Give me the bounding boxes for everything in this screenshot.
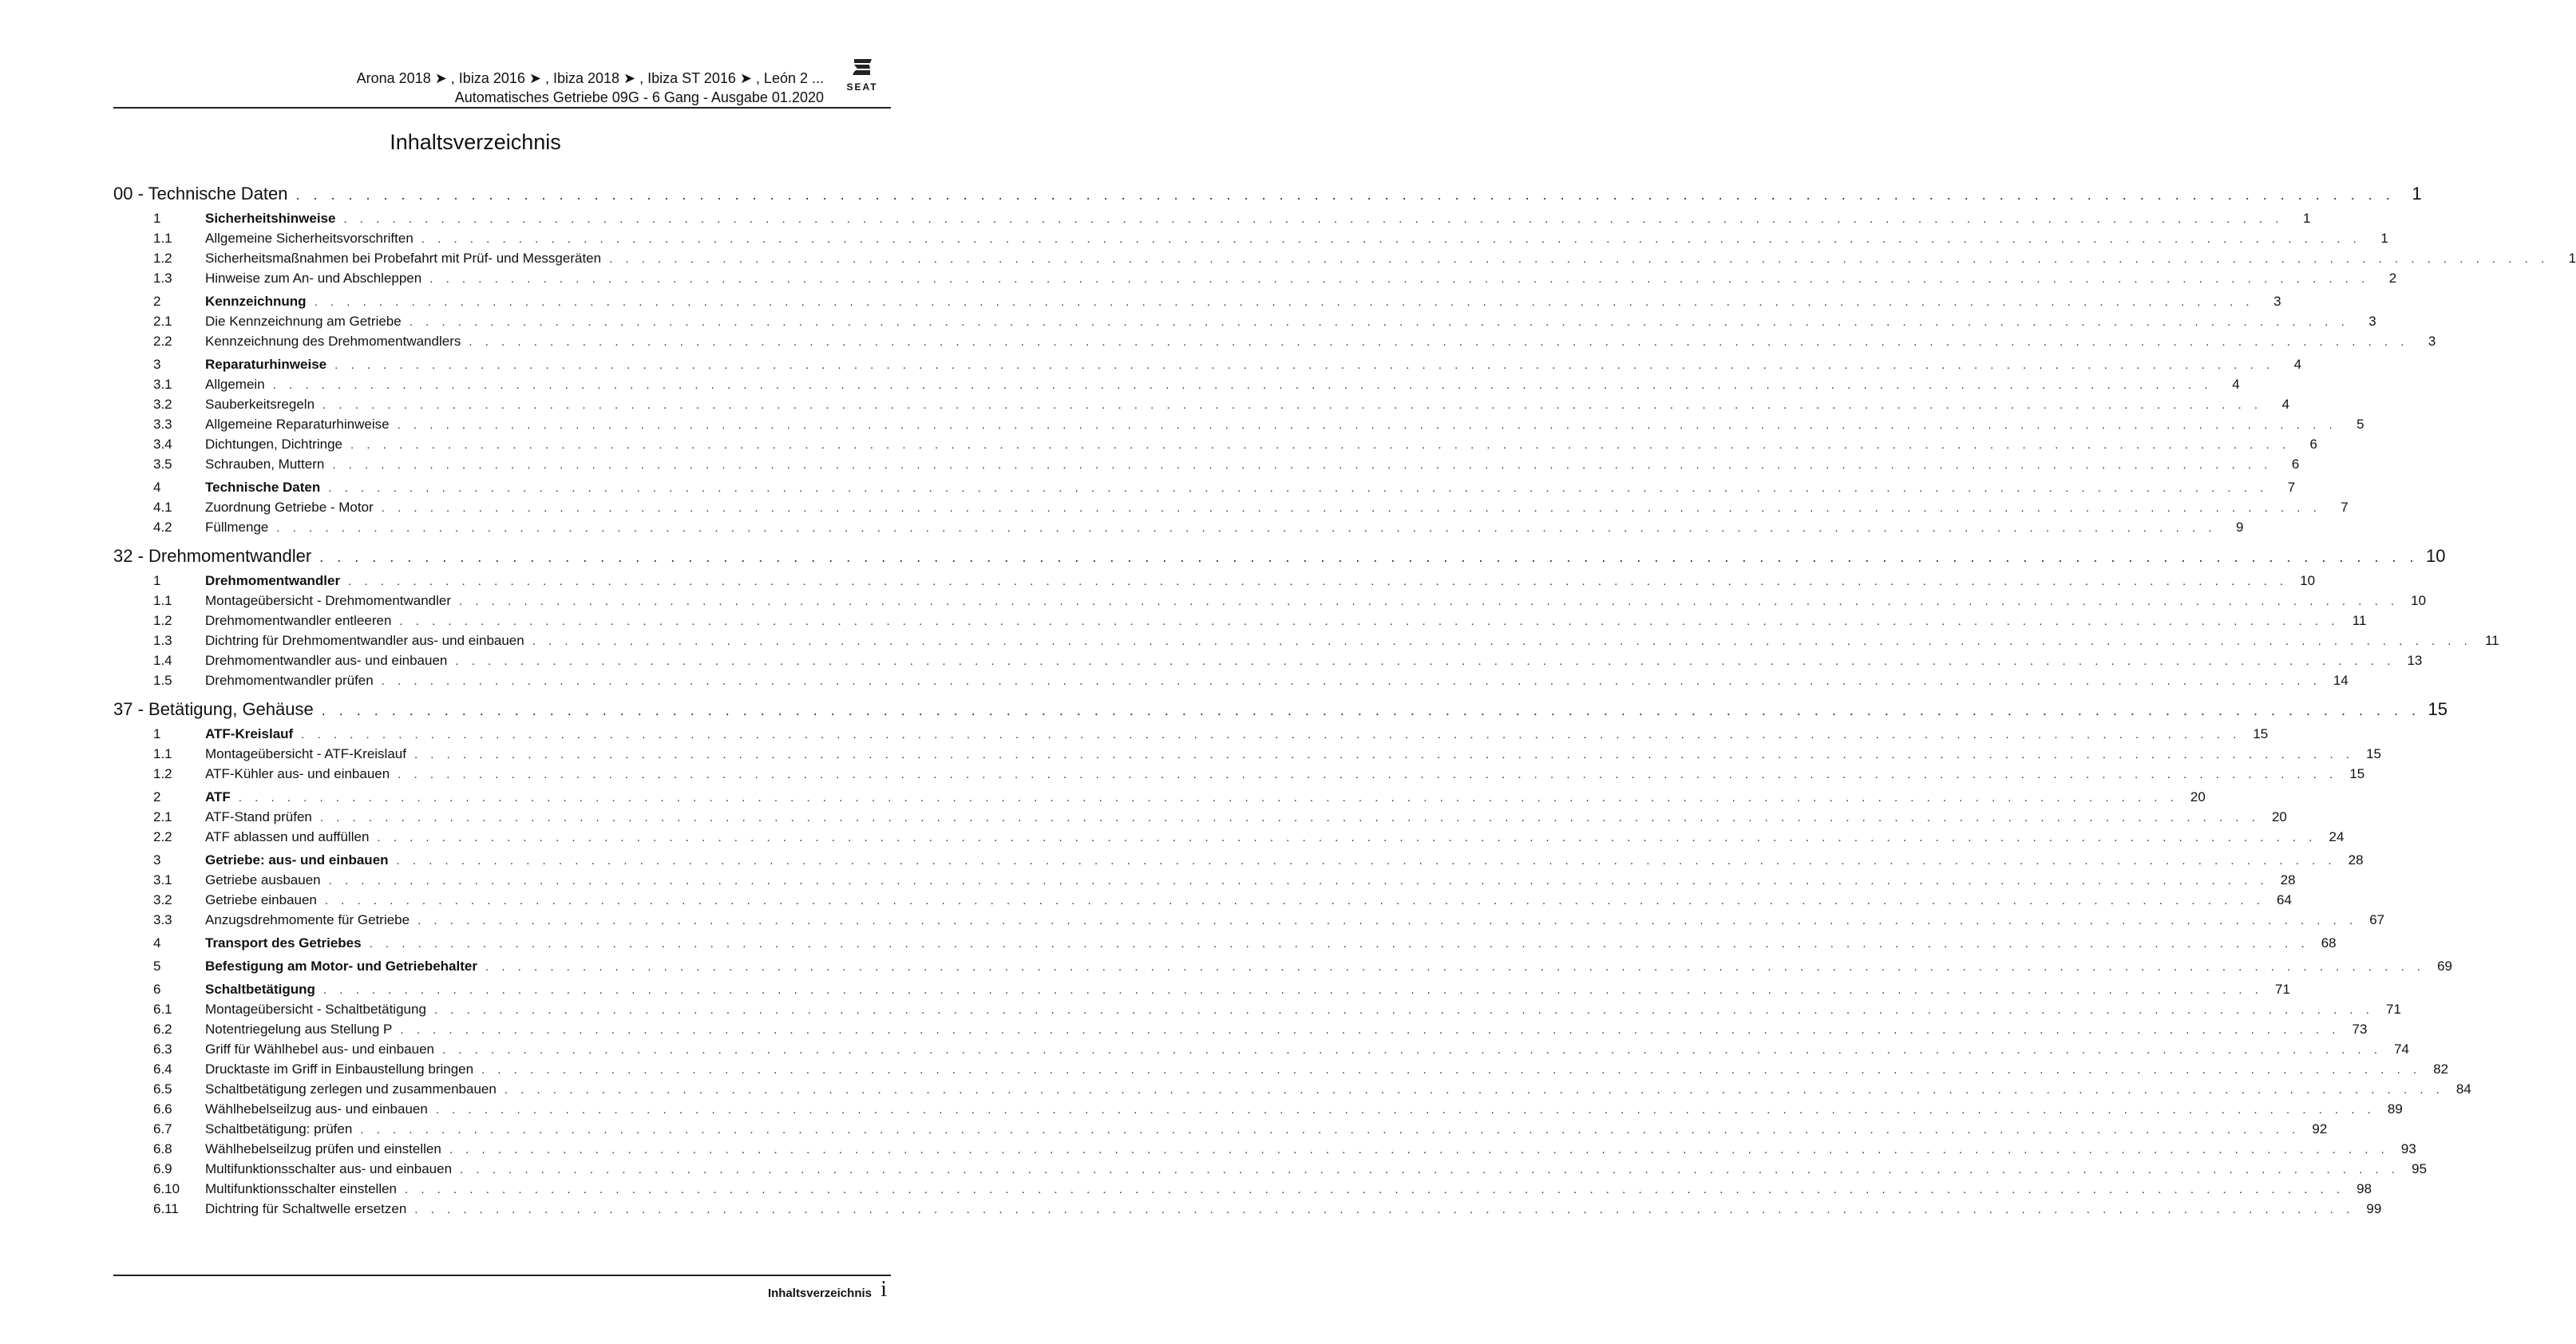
- toc-page-number: 15: [2366, 746, 2381, 761]
- toc-section[interactable]: [113, 982, 2290, 1002]
- toc-subsection[interactable]: [113, 314, 2376, 334]
- toc-subsection[interactable]: [113, 1061, 2449, 1081]
- footer-page-number: i: [880, 1277, 887, 1302]
- toc-leader: . . . . . . . . . . . . . . . . . . . . . . . . . . . . . . . . . . . . . . . . . . . . . . . . . . . . . . . . . . . . . . . . . . . . . . . . . . . . . . . . . . . . . . . . . . . . . . . . . . . . . . . . . . . . . . . . . . . . . . . .: [398, 768, 2338, 781]
- toc-subsection[interactable]: [113, 231, 2388, 251]
- toc-page-number: 73: [2352, 1022, 2368, 1037]
- toc-number: 6.6: [153, 1101, 172, 1117]
- toc-page-number: 68: [2321, 935, 2337, 951]
- toc-number: 1.1: [153, 746, 172, 761]
- toc-page-number: 3: [2368, 314, 2376, 329]
- toc-title: Sauberkeitsregeln: [205, 397, 315, 412]
- toc-leader: . . . . . . . . . . . . . . . . . . . . . . . . . . . . . . . . . . . . . . . . . . . . . . . . . . . . . . . . . . . . . . . . . . . . . . . . . . . . . . . . . . . . . . . . . . . . . . . . . . . . . . . . . . . . . . . . . . . . . . . .: [238, 791, 2178, 804]
- toc-subsection[interactable]: [113, 271, 2397, 291]
- toc-title: ATF ablassen und auffüllen: [205, 829, 370, 844]
- toc-chapter[interactable]: [113, 699, 2447, 723]
- toc-number: 6.4: [153, 1061, 172, 1077]
- toc-title: Zuordnung Getriebe - Motor: [205, 500, 374, 515]
- toc-page-number: 93: [2400, 1141, 2416, 1156]
- toc-section[interactable]: [113, 573, 2316, 593]
- toc-page-number: 11: [2485, 633, 2499, 648]
- toc-number: 5: [153, 959, 161, 974]
- toc-section[interactable]: [113, 357, 2302, 377]
- toc-page-number: 98: [2356, 1181, 2372, 1196]
- toc-number: 1: [153, 573, 161, 588]
- toc-page-number: 89: [2387, 1101, 2403, 1117]
- toc-leader: . . . . . . . . . . . . . . . . . . . . . . . . . . . . . . . . . . . . . . . . . . . . . . . . . . . . . . . . . . . . . . . . . . . . . . . . . . . . . . . . . . . . . . . . . . . . . . . . . . . . . . . . . . . . . . . . . . . . . . . .: [377, 831, 2317, 844]
- toc-page-number: 67: [2369, 912, 2385, 927]
- toc-title: Sicherheitshinweise: [205, 211, 336, 226]
- toc-title: Technische Daten: [205, 480, 321, 495]
- toc-page-number: 20: [2271, 809, 2287, 824]
- toc-page-number: 28: [2348, 852, 2364, 868]
- toc-title: Montageübersicht - Schaltbetätigung: [205, 1002, 426, 1017]
- toc-page-number: 64: [2277, 892, 2292, 907]
- toc-subsection[interactable]: [113, 251, 2576, 271]
- toc-leader: . . . . . . . . . . . . . . . . . . . . . . . . . . . . . . . . . . . . . . . . . . . . . . . . . . . . . . . . . . . . . . . . . . . . . . . . . . . . . . . . . . . . . . . . . . . . . . . . . . . . . . . . . . . . . . . . . . . . . . . .: [504, 1083, 2444, 1097]
- toc-title: Wählhebelseilzug prüfen und einstellen: [205, 1141, 441, 1156]
- toc-number: 1.4: [153, 653, 172, 668]
- toc-number: 3.2: [153, 397, 172, 412]
- toc-page-number: 10: [2300, 573, 2316, 588]
- toc-number: 6.9: [153, 1161, 172, 1176]
- toc-title: Dichtring für Drehmomentwandler aus- und einbauen: [205, 633, 524, 648]
- toc-title: Befestigung am Motor- und Getriebehalter: [205, 959, 477, 974]
- toc-leader: . . . . . . . . . . . . . . . . . . . . . . . . . . . . . . . . . . . . . . . . . . . . . . . . . . . . . . . . . . . . . . . . . . . . . . . . . . . . . . . . . . . . . . . . . . . . . . . . . . . . . . . . . . . . . . . . . . . . . . . .: [460, 1163, 2400, 1176]
- toc-leader: . . . . . . . . . . . . . . . . . . . . . . . . . . . . . . . . . . . . . . . . . . . . . . . . . . . . . . . . . . . . . . . . . . . . . . . . . . . . . . . . . . . . . . . . . . . . . . . . . . . . . . . . . . . . . . . . . . . . . . . .: [322, 398, 2263, 412]
- toc-title: Die Kennzeichnung am Getriebe: [205, 314, 402, 329]
- toc-title: Allgemein: [205, 377, 265, 392]
- toc-title: Montageübersicht - Drehmomentwandler: [205, 593, 452, 608]
- toc-subsection[interactable]: [113, 1121, 2328, 1141]
- toc-page-number: 82: [2433, 1061, 2449, 1077]
- toc-number: 3.3: [153, 912, 172, 927]
- toc-leader: . . . . . . . . . . . . . . . . . . . . . . . . . . . . . . . . . . . . . . . . . . . . . . . . . . . . . . . . . . . . . . . . . . . . . . . . . . . . . . . . . . . . . . . . . . . . . . . . . . . . . . . . . . . . . . . . . . . . . . . .: [414, 748, 2354, 761]
- toc-number: 6.7: [153, 1121, 172, 1136]
- toc-page-number: 71: [2275, 982, 2290, 997]
- toc-title: ATF-Kühler aus- und einbauen: [205, 766, 390, 781]
- toc-page-number: 20: [2190, 789, 2206, 804]
- toc-title: Reparaturhinweise: [205, 357, 327, 372]
- toc-leader: . . . . . . . . . . . . . . . . . . . . . . . . . . . . . . . . . . . . . . . . . . . . . . . . . . . . . . . . . . . . . . . . . . . . . . . . . . . . . . . . . . . . . . . . . . . . . . . . . . . . . . . . . . . . . . . . . . . . . . . .: [481, 1063, 2422, 1077]
- toc-subsection[interactable]: [113, 829, 2345, 849]
- toc-leader: . . . . . . . . . . . . . . . . . . . . . . . . . . . . . . . . . . . . . . . . . . . . . . . . . . . . . . . . . . . . . . . . . . . . . . . . . . . . . . . . . . . . . . . . . . . . . . . . . . . . . . . . . . . . . . . . . . . . . . . .: [397, 418, 2337, 432]
- toc-number: 2.1: [153, 809, 172, 824]
- toc-leader: . . . . . . . . . . . . . . . . . . . . . . . . . . . . . . . . . . . . . . . . . . . . . . . . . . . . . . . . . . . . . . . . . . . . . . . . . . . . . . . . . . . . . . . . . . . . . . . . . . . . . . . . . . . . . . . . . . . . . . . .: [334, 358, 2275, 372]
- toc-number: 3.3: [153, 417, 172, 432]
- toc-subsection[interactable]: [113, 593, 2427, 613]
- toc-page-number: 1: [2412, 184, 2422, 204]
- toc-leader: . . . . . . . . . . . . . . . . . . . . . . . . . . . . . . . . . . . . . . . . . . . . . . . . . . . . . . . . . . . . . . . . . . . . . . . . . . . . . . . . . . . . . . . . . . . . . . . . . . . . . . . . . . . . . . . . . . . . . . . .: [449, 1143, 2389, 1156]
- toc-leader: . . . . . . . . . . . . . . . . . . . . . . . . . . . . . . . . . . . . . . . . . . . . . . . . . . . . . . . . . . . . . . . . . . . . . . . . . . . . . . . . . . . . . . . . . . . . . . . . . . . . . . . . . . . . . . . . . . . . . . . .: [314, 295, 2254, 309]
- toc-subsection[interactable]: [113, 633, 2499, 653]
- toc-title: Transport des Getriebes: [205, 935, 362, 951]
- toc-number: 1: [153, 726, 161, 741]
- toc-number: 2.2: [153, 829, 172, 844]
- toc-page-number: 3: [2428, 334, 2436, 349]
- toc-page-number: 2: [2388, 271, 2397, 286]
- toc-page-number: 7: [2287, 480, 2296, 495]
- toc-subsection[interactable]: [113, 397, 2290, 417]
- toc-title: Dichtungen, Dichtringe: [205, 437, 342, 452]
- toc-leader: . . . . . . . . . . . . . . . . . . . . . . . . . . . . . . . . . . . . . . . . . . . . . . . . . . . . . . . . . . . . . . . . . . . . . . . . . . . . . . . . . . . . . . . . . . . . . . . . . . . . . . . . . . . . . . . . . . . . . . . .: [360, 1123, 2301, 1136]
- toc-leader: . . . . . . . . . . . . . . . . . . . . . . . . . . . . . . . . . . . . . . . . . . . . . . . . . . . . . . . . . . . . . . . . . . . . . . . . . . . . . . . . . . . . . . . . . . . . . . . . . . . . . . . . . . . . . . . . . . . . . . . .: [414, 1203, 2355, 1216]
- toc-number: 1.3: [153, 271, 172, 286]
- toc-number: 1.2: [153, 251, 172, 266]
- toc-page-number: 10: [2411, 593, 2427, 608]
- toc-leader: . . . . . . . . . . . . . . . . . . . . . . . . . . . . . . . . . . . . . . . . . . . . . . . . . . . . . . . . . . . . . . . . . . . . . . . . . . . . . . . . . . . . . . . . . . . . . . . . . . . . . . . . . . . . . . . . . . . . . . . .: [421, 232, 2361, 246]
- toc-title: Getriebe: aus- und einbauen: [205, 852, 389, 868]
- toc-leader: . . . . . . . . . . . . . . . . . . . . . . . . . . . . . . . . . . . . . . . . . . . . . . . . . . . . . . . . . . . . . . . . . . . . . . . . . . . . . . . . . . . . . . . . . . . . . . . . . . . . . . . . . . . . . . . . . . . . . . . .: [469, 335, 2409, 349]
- toc-number: 4: [153, 935, 161, 951]
- toc-leader: . . . . . . . . . . . . . . . . . . . . . . . . . . . . . . . . . . . . . . . . . . . . . . . . . . . . . . . . . . . . . . . . . . . . . . . . . . . . . . . . . . . . . . . . . . . . . . . . . . . . . . . . . . . . . . . . . . . . . . . .: [328, 481, 2269, 495]
- toc-number: 6.1: [153, 1002, 172, 1017]
- toc-subsection[interactable]: [113, 613, 2367, 633]
- toc-number: 3.2: [153, 892, 172, 907]
- toc-subsection[interactable]: [113, 417, 2364, 437]
- toc-section[interactable]: [113, 789, 2206, 809]
- toc-number: 6.3: [153, 1042, 172, 1057]
- toc-page-number: 1: [2380, 231, 2388, 246]
- toc-title: Getriebe ausbauen: [205, 872, 321, 887]
- footer-divider: [113, 1275, 891, 1276]
- toc-title: Dichtring für Schaltwelle ersetzen: [205, 1201, 407, 1216]
- toc-page-number: 1: [2568, 251, 2576, 266]
- toc-page-number: 4: [2232, 377, 2240, 392]
- toc-leader: . . . . . . . . . . . . . . . . . . . . . . . . . . . . . . . . . . . . . . . . . . . . . . . . . . . . . . . . . . . . . . . . . . . . . . . . . . . . . . . . . . . . . . . . . . . . . . . . . . . . . . . . . . . . . . . . . . . . . . . .: [350, 438, 2291, 452]
- page-title: Inhaltsverzeichnis: [390, 130, 561, 154]
- toc-page-number: 6: [2309, 437, 2318, 452]
- footer-label: Inhaltsverzeichnis: [767, 1287, 872, 1300]
- toc-title: Drehmomentwandler: [205, 573, 341, 588]
- toc-number: 1.1: [153, 231, 172, 246]
- toc-subsection[interactable]: [113, 334, 2436, 354]
- toc-leader: . . . . . . . . . . . . . . . . . . . . . . . . . . . . . . . . . . . . . . . . . . . . . . . . . . . . . . . . . . . . . . . . . . . . . . . . . . . . . . . . . . . . . . . . . . . . . . . . . . . . . . . . . . . . . . . . . . . . . . . .: [381, 501, 2321, 515]
- toc-page-number: 69: [2437, 959, 2453, 974]
- toc-title: Sicherheitsmaßnahmen bei Probefahrt mit Prüf- und Messgeräten: [205, 251, 602, 266]
- toc-title: 37 - Betätigung, Gehäuse: [113, 699, 314, 719]
- toc-section[interactable]: [113, 935, 2337, 955]
- toc-section[interactable]: [113, 852, 2364, 872]
- toc-section[interactable]: [113, 294, 2281, 314]
- toc-title: Multifunktionsschalter einstellen: [205, 1181, 398, 1196]
- toc-page-number: 71: [2386, 1002, 2401, 1017]
- toc-subsection[interactable]: [113, 746, 2381, 766]
- toc-leader: . . . . . . . . . . . . . . . . . . . . . . . . . . . . . . . . . . . . . . . . . . . . . . . . . . . . . . . . . . . . . . . . . . . . . . . . . . . . . . . . . . . . . . . . . . . . . . . . . . . . . . . . . . . . . . . . . . . . . . . .: [321, 702, 2420, 718]
- toc-page-number: 1: [2303, 211, 2311, 226]
- toc-leader: . . . . . . . . . . . . . . . . . . . . . . . . . . . . . . . . . . . . . . . . . . . . . . . . . . . . . . . . . . . . . . . . . . . . . . . . . . . . . . . . . . . . . . . . . . . . . . . . . . . . . . . . . . . . . . . . . . . . . . . .: [301, 728, 2242, 741]
- toc-number: 6.2: [153, 1022, 172, 1037]
- toc-page-number: 4: [2281, 397, 2290, 412]
- toc-leader: . . . . . . . . . . . . . . . . . . . . . . . . . . . . . . . . . . . . . . . . . . . . . . . . . . . . . . . . . . . . . . . . . . . . . . . . . . . . . . . . . . . . . . . . . . . . . . . . . . . . . . . . . . . . . . . . . . . . . . . .: [399, 615, 2340, 628]
- toc-page-number: 24: [2329, 829, 2345, 844]
- toc-leader: . . . . . . . . . . . . . . . . . . . . . . . . . . . . . . . . . . . . . . . . . . . . . . . . . . . . . . . . . . . . . . . . . . . . . . . . . . . . . . . . . . . . . . . . . . . . . . . . . . . . . . . . . . . . . . . . . . . . . . . .: [369, 937, 2309, 951]
- toc-number: 4: [153, 480, 161, 495]
- toc-number: 6: [153, 982, 161, 997]
- toc-number: 1.1: [153, 593, 172, 608]
- toc-leader: . . . . . . . . . . . . . . . . . . . . . . . . . . . . . . . . . . . . . . . . . . . . . . . . . . . . . . . . . . . . . . . . . . . . . . . . . . . . . . . . . . . . . . . . . . . . . . . . . . . . . . . . . . . . . . . . . . . . . . . .: [332, 458, 2273, 472]
- toc-title: Kennzeichnung: [205, 294, 307, 309]
- toc-title: Montageübersicht - ATF-Kreislauf: [205, 746, 406, 761]
- toc-chapter[interactable]: [113, 184, 2422, 208]
- toc-leader: . . . . . . . . . . . . . . . . . . . . . . . . . . . . . . . . . . . . . . . . . . . . . . . . . . . . . . . . . . . . . . . . . . . . . . . . . . . . . . . . . . . . . . . . . . . . . . . . . . . . . . . . . . . . . . . . . . . . . . . .: [295, 187, 2395, 203]
- toc-leader: . . . . . . . . . . . . . . . . . . . . . . . . . . . . . . . . . . . . . . . . . . . . . . . . . . . . . . . . . . . . . . . . . . . . . . . . . . . . . . . . . . . . . . . . . . . . . . . . . . . . . . . . . . . . . . . . . . . . . . . .: [319, 811, 2260, 824]
- toc-title: 00 - Technische Daten: [113, 184, 288, 204]
- toc-number: 6.11: [153, 1201, 179, 1216]
- toc-leader: . . . . . . . . . . . . . . . . . . . . . . . . . . . . . . . . . . . . . . . . . . . . . . . . . . . . . . . . . . . . . . . . . . . . . . . . . . . . . . . . . . . . . . . . . . . . . . . . . . . . . . . . . . . . . . . . . . . . . . . .: [429, 272, 2370, 286]
- toc-page-number: 3: [2273, 294, 2281, 309]
- toc-number: 2: [153, 294, 161, 309]
- toc-subsection[interactable]: [113, 1141, 2416, 1161]
- toc-subsection[interactable]: [113, 1161, 2428, 1181]
- toc-page-number: 99: [2366, 1201, 2382, 1216]
- toc-subsection[interactable]: [113, 673, 2348, 693]
- toc-page-number: 9: [2235, 520, 2244, 535]
- toc-number: 1.2: [153, 766, 172, 781]
- toc-leader: . . . . . . . . . . . . . . . . . . . . . . . . . . . . . . . . . . . . . . . . . . . . . . . . . . . . . . . . . . . . . . . . . . . . . . . . . . . . . . . . . . . . . . . . . . . . . . . . . . . . . . . . . . . . . . . . . . . . . . . .: [319, 549, 2419, 565]
- toc-title: ATF-Kreislauf: [205, 726, 294, 741]
- toc-subsection[interactable]: [113, 520, 2244, 540]
- toc-number: 3: [153, 357, 161, 372]
- toc-page-number: 15: [2428, 699, 2447, 719]
- toc-leader: . . . . . . . . . . . . . . . . . . . . . . . . . . . . . . . . . . . . . . . . . . . . . . . . . . . . . . . . . . . . . . . . . . . . . . . . . . . . . . . . . . . . . . . . . . . . . . . . . . . . . . . . . . . . . . . . . . . . . . . .: [409, 315, 2349, 329]
- toc-leader: . . . . . . . . . . . . . . . . . . . . . . . . . . . . . . . . . . . . . . . . . . . . . . . . . . . . . . . . . . . . . . . . . . . . . . . . . . . . . . . . . . . . . . . . . . . . . . . . . . . . . . . . . . . . . . . . . . . . . . . .: [485, 960, 2426, 974]
- toc-title: Allgemeine Reparaturhinweise: [205, 417, 390, 432]
- toc-subsection[interactable]: [113, 1101, 2403, 1121]
- toc-subsection[interactable]: [113, 1002, 2401, 1022]
- toc-page-number: 15: [2349, 766, 2365, 781]
- toc-title: Allgemeine Sicherheitsvorschriften: [205, 231, 414, 246]
- toc-chapter[interactable]: [113, 546, 2446, 570]
- toc-title: Hinweise zum An- und Abschleppen: [205, 271, 422, 286]
- logo-wordmark: SEAT: [846, 81, 878, 93]
- toc-title: Drehmomentwandler prüfen: [205, 673, 374, 688]
- toc-title: Griff für Wählhebel aus- und einbauen: [205, 1042, 434, 1057]
- toc-subsection[interactable]: [113, 500, 2348, 520]
- toc-page-number: 11: [2352, 613, 2367, 628]
- toc-leader: . . . . . . . . . . . . . . . . . . . . . . . . . . . . . . . . . . . . . . . . . . . . . . . . . . . . . . . . . . . . . . . . . . . . . . . . . . . . . . . . . . . . . . . . . . . . . . . . . . . . . . . . . . . . . . . . . . . . . . . .: [609, 252, 2550, 266]
- table-of-contents: [113, 184, 2576, 1221]
- toc-leader: . . . . . . . . . . . . . . . . . . . . . . . . . . . . . . . . . . . . . . . . . . . . . . . . . . . . . . . . . . . . . . . . . . . . . . . . . . . . . . . . . . . . . . . . . . . . . . . . . . . . . . . . . . . . . . . . . . . . . . . .: [459, 595, 2400, 608]
- toc-number: 3.4: [153, 437, 172, 452]
- toc-number: 4.2: [153, 520, 172, 535]
- toc-number: 2: [153, 789, 161, 804]
- toc-title: ATF-Stand prüfen: [205, 809, 312, 824]
- toc-title: Drehmomentwandler entleeren: [205, 613, 392, 628]
- toc-number: 2.1: [153, 314, 172, 329]
- toc-number: 1: [153, 211, 161, 226]
- toc-subsection[interactable]: [113, 1181, 2372, 1201]
- toc-subsection[interactable]: [113, 1081, 2471, 1101]
- toc-number: 6.5: [153, 1081, 172, 1097]
- toc-section[interactable]: [113, 726, 2269, 746]
- toc-leader: . . . . . . . . . . . . . . . . . . . . . . . . . . . . . . . . . . . . . . . . . . . . . . . . . . . . . . . . . . . . . . . . . . . . . . . . . . . . . . . . . . . . . . . . . . . . . . . . . . . . . . . . . . . . . . . . . . . . . . . .: [324, 894, 2265, 907]
- toc-leader: . . . . . . . . . . . . . . . . . . . . . . . . . . . . . . . . . . . . . . . . . . . . . . . . . . . . . . . . . . . . . . . . . . . . . . . . . . . . . . . . . . . . . . . . . . . . . . . . . . . . . . . . . . . . . . . . . . . . . . . .: [381, 674, 2321, 688]
- toc-leader: . . . . . . . . . . . . . . . . . . . . . . . . . . . . . . . . . . . . . . . . . . . . . . . . . . . . . . . . . . . . . . . . . . . . . . . . . . . . . . . . . . . . . . . . . . . . . . . . . . . . . . . . . . . . . . . . . . . . . . . .: [433, 1003, 2374, 1017]
- toc-title: Drucktaste im Griff in Einbaustellung bringen: [205, 1061, 474, 1077]
- toc-title: Notentriegelung aus Stellung P: [205, 1022, 393, 1037]
- toc-title: Schaltbetätigung: [205, 982, 315, 997]
- toc-number: 6.8: [153, 1141, 172, 1156]
- toc-title: Füllmenge: [205, 520, 269, 535]
- toc-leader: . . . . . . . . . . . . . . . . . . . . . . . . . . . . . . . . . . . . . . . . . . . . . . . . . . . . . . . . . . . . . . . . . . . . . . . . . . . . . . . . . . . . . . . . . . . . . . . . . . . . . . . . . . . . . . . . . . . . . . . .: [348, 575, 2289, 588]
- toc-title: Multifunktionsschalter aus- und einbauen: [205, 1161, 453, 1176]
- toc-section[interactable]: [113, 959, 2453, 978]
- toc-page-number: 14: [2333, 673, 2348, 688]
- toc-page-number: 15: [2253, 726, 2269, 741]
- toc-number: 3.1: [153, 872, 172, 887]
- toc-leader: . . . . . . . . . . . . . . . . . . . . . . . . . . . . . . . . . . . . . . . . . . . . . . . . . . . . . . . . . . . . . . . . . . . . . . . . . . . . . . . . . . . . . . . . . . . . . . . . . . . . . . . . . . . . . . . . . . . . . . . .: [455, 654, 2396, 668]
- header-subtitle: Automatisches Getriebe 09G - 6 Gang - Ausgabe 01.2020: [454, 89, 824, 105]
- toc-title: Schaltbetätigung zerlegen und zusammenbauen: [205, 1081, 497, 1097]
- toc-section[interactable]: [113, 211, 2311, 231]
- toc-leader: . . . . . . . . . . . . . . . . . . . . . . . . . . . . . . . . . . . . . . . . . . . . . . . . . . . . . . . . . . . . . . . . . . . . . . . . . . . . . . . . . . . . . . . . . . . . . . . . . . . . . . . . . . . . . . . . . . . . . . . .: [396, 854, 2337, 868]
- toc-number: 2.2: [153, 334, 172, 349]
- toc-page-number: 74: [2394, 1042, 2410, 1057]
- toc-subsection[interactable]: [113, 766, 2365, 786]
- header-models: Arona 2018 ➤ , Ibiza 2016 ➤ , Ibiza 2018 ➤ , Ibiza ST 2016 ➤ , León 2 ...: [356, 70, 824, 86]
- toc-leader: . . . . . . . . . . . . . . . . . . . . . . . . . . . . . . . . . . . . . . . . . . . . . . . . . . . . . . . . . . . . . . . . . . . . . . . . . . . . . . . . . . . . . . . . . . . . . . . . . . . . . . . . . . . . . . . . . . . . . . . .: [276, 521, 2217, 535]
- toc-title: 32 - Drehmomentwandler: [113, 546, 312, 566]
- toc-number: 1.5: [153, 673, 172, 688]
- toc-page-number: 7: [2341, 500, 2348, 515]
- toc-title: Wählhebelseilzug aus- und einbauen: [205, 1101, 428, 1117]
- toc-leader: . . . . . . . . . . . . . . . . . . . . . . . . . . . . . . . . . . . . . . . . . . . . . . . . . . . . . . . . . . . . . . . . . . . . . . . . . . . . . . . . . . . . . . . . . . . . . . . . . . . . . . . . . . . . . . . . . . . . . . . .: [343, 212, 2284, 226]
- toc-number: 1.3: [153, 633, 172, 648]
- toc-leader: . . . . . . . . . . . . . . . . . . . . . . . . . . . . . . . . . . . . . . . . . . . . . . . . . . . . . . . . . . . . . . . . . . . . . . . . . . . . . . . . . . . . . . . . . . . . . . . . . . . . . . . . . . . . . . . . . . . . . . . .: [417, 914, 2358, 927]
- toc-subsection[interactable]: [113, 653, 2423, 673]
- toc-subsection[interactable]: [113, 1022, 2368, 1042]
- toc-leader: . . . . . . . . . . . . . . . . . . . . . . . . . . . . . . . . . . . . . . . . . . . . . . . . . . . . . . . . . . . . . . . . . . . . . . . . . . . . . . . . . . . . . . . . . . . . . . . . . . . . . . . . . . . . . . . . . . . . . . . .: [328, 874, 2269, 887]
- toc-title: Schrauben, Muttern: [205, 457, 325, 472]
- toc-page-number: 95: [2412, 1161, 2428, 1176]
- toc-page-number: 28: [2280, 872, 2296, 887]
- toc-leader: . . . . . . . . . . . . . . . . . . . . . . . . . . . . . . . . . . . . . . . . . . . . . . . . . . . . . . . . . . . . . . . . . . . . . . . . . . . . . . . . . . . . . . . . . . . . . . . . . . . . . . . . . . . . . . . . . . . . . . . .: [532, 634, 2472, 648]
- toc-leader: . . . . . . . . . . . . . . . . . . . . . . . . . . . . . . . . . . . . . . . . . . . . . . . . . . . . . . . . . . . . . . . . . . . . . . . . . . . . . . . . . . . . . . . . . . . . . . . . . . . . . . . . . . . . . . . . . . . . . . . .: [322, 983, 2263, 997]
- toc-subsection[interactable]: [113, 892, 2292, 912]
- toc-subsection[interactable]: [113, 457, 2300, 476]
- toc-title: Drehmomentwandler aus- und einbauen: [205, 653, 448, 668]
- toc-section[interactable]: [113, 480, 2296, 500]
- toc-number: 4.1: [153, 500, 172, 515]
- toc-page-number: 5: [2356, 417, 2364, 432]
- toc-number: 3: [153, 852, 161, 868]
- toc-title: ATF: [205, 789, 231, 804]
- header-divider: [113, 107, 891, 109]
- toc-subsection[interactable]: [113, 872, 2296, 892]
- toc-leader: . . . . . . . . . . . . . . . . . . . . . . . . . . . . . . . . . . . . . . . . . . . . . . . . . . . . . . . . . . . . . . . . . . . . . . . . . . . . . . . . . . . . . . . . . . . . . . . . . . . . . . . . . . . . . . . . . . . . . . . .: [405, 1183, 2345, 1196]
- toc-leader: . . . . . . . . . . . . . . . . . . . . . . . . . . . . . . . . . . . . . . . . . . . . . . . . . . . . . . . . . . . . . . . . . . . . . . . . . . . . . . . . . . . . . . . . . . . . . . . . . . . . . . . . . . . . . . . . . . . . . . . .: [272, 378, 2213, 392]
- toc-page-number: 84: [2455, 1081, 2471, 1097]
- toc-subsection[interactable]: [113, 809, 2287, 829]
- toc-page-number: 6: [2291, 457, 2300, 472]
- toc-subsection[interactable]: [113, 1201, 2382, 1221]
- toc-page-number: 13: [2407, 653, 2423, 668]
- toc-page-number: 92: [2312, 1121, 2328, 1136]
- toc-title: Getriebe einbauen: [205, 892, 317, 907]
- toc-number: 3.1: [153, 377, 172, 392]
- toc-subsection[interactable]: [113, 377, 2240, 397]
- toc-page-number: 10: [2425, 546, 2446, 566]
- toc-leader: . . . . . . . . . . . . . . . . . . . . . . . . . . . . . . . . . . . . . . . . . . . . . . . . . . . . . . . . . . . . . . . . . . . . . . . . . . . . . . . . . . . . . . . . . . . . . . . . . . . . . . . . . . . . . . . . . . . . . . . .: [441, 1043, 2383, 1057]
- toc-title: Kennzeichnung des Drehmomentwandlers: [205, 334, 461, 349]
- toc-title: Anzugsdrehmomente für Getriebe: [205, 912, 410, 927]
- toc-page-number: 4: [2293, 357, 2302, 372]
- toc-leader: . . . . . . . . . . . . . . . . . . . . . . . . . . . . . . . . . . . . . . . . . . . . . . . . . . . . . . . . . . . . . . . . . . . . . . . . . . . . . . . . . . . . . . . . . . . . . . . . . . . . . . . . . . . . . . . . . . . . . . . .: [400, 1023, 2341, 1037]
- toc-leader: . . . . . . . . . . . . . . . . . . . . . . . . . . . . . . . . . . . . . . . . . . . . . . . . . . . . . . . . . . . . . . . . . . . . . . . . . . . . . . . . . . . . . . . . . . . . . . . . . . . . . . . . . . . . . . . . . . . . . . . .: [435, 1103, 2376, 1117]
- page-header: [113, 65, 824, 109]
- toc-subsection[interactable]: [113, 1042, 2410, 1061]
- toc-subsection[interactable]: [113, 437, 2318, 457]
- toc-number: 1.2: [153, 613, 172, 628]
- toc-subsection[interactable]: [113, 912, 2385, 932]
- toc-number: 6.10: [153, 1181, 180, 1196]
- toc-number: 3.5: [153, 457, 172, 472]
- toc-title: Schaltbetätigung: prüfen: [205, 1121, 353, 1136]
